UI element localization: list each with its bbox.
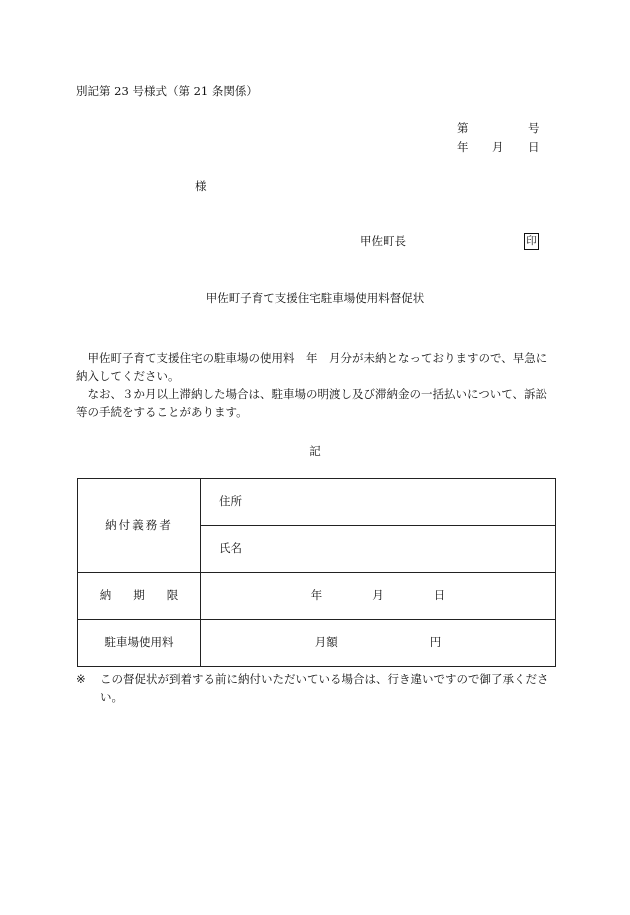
- name-label: 氏名: [219, 541, 242, 556]
- issue-date-day: 日: [528, 140, 540, 154]
- issue-date-year: 年: [457, 140, 469, 154]
- form-number-label: 別記第 23 号様式（第 21 条関係）: [76, 84, 258, 98]
- seal-stamp-box: 印: [524, 233, 539, 250]
- issuer-title: 甲佐町長: [360, 234, 406, 248]
- issue-date-month: 月: [492, 140, 504, 154]
- table-row: [78, 479, 556, 526]
- deadline-label-char: 限: [166, 588, 179, 603]
- deadline-label-char: 期: [133, 588, 145, 603]
- address-cell: [201, 479, 556, 526]
- footnote: [76, 670, 558, 706]
- deadline-label-cell: [78, 573, 201, 620]
- document-number-prefix: 第: [457, 121, 469, 135]
- body-paragraph: 甲佐町子育て支援住宅の駐車場の使用料 年 月分が未納となっておりますので、早急に納入してください。: [76, 351, 548, 383]
- body-text: [76, 349, 556, 421]
- obligor-label: 納付義務者: [105, 517, 173, 532]
- body-paragraph: なお、３か月以上滞納した場合は、駐車場の明渡し及び滞納金の一括払いについて、訴訟等の手続をすることがあります。: [76, 387, 548, 419]
- deadline-date-cell: [201, 573, 556, 620]
- monthly-fee-cell: [201, 620, 556, 667]
- deadline-day: 日: [433, 588, 446, 603]
- deadline-month: 月: [372, 588, 384, 603]
- monthly-label: 月額: [314, 635, 338, 650]
- obligor-label-cell: [78, 479, 201, 573]
- deadline-label-char: 納: [99, 588, 112, 603]
- table-row: [78, 620, 556, 667]
- document-title: 甲佐町子育て支援住宅駐車場使用料督促状: [205, 291, 425, 305]
- table-row: [78, 573, 556, 620]
- name-cell: [201, 526, 556, 573]
- deadline-year: 年: [310, 588, 323, 603]
- fee-label: 駐車場使用料: [104, 635, 174, 650]
- address-label: 住所: [219, 494, 242, 509]
- yen-label: 円: [429, 635, 442, 650]
- ki-heading: 記: [309, 444, 321, 458]
- document-number-suffix: 号: [528, 121, 540, 135]
- recipient-honorific: 様: [195, 179, 207, 193]
- note-mark: ※: [76, 672, 86, 686]
- payment-info-table: [77, 478, 556, 667]
- note-text: この督促状が到着する前に納付いただいている場合は、行き違いですので御了承ください。: [100, 672, 549, 704]
- fee-label-cell: [78, 620, 201, 667]
